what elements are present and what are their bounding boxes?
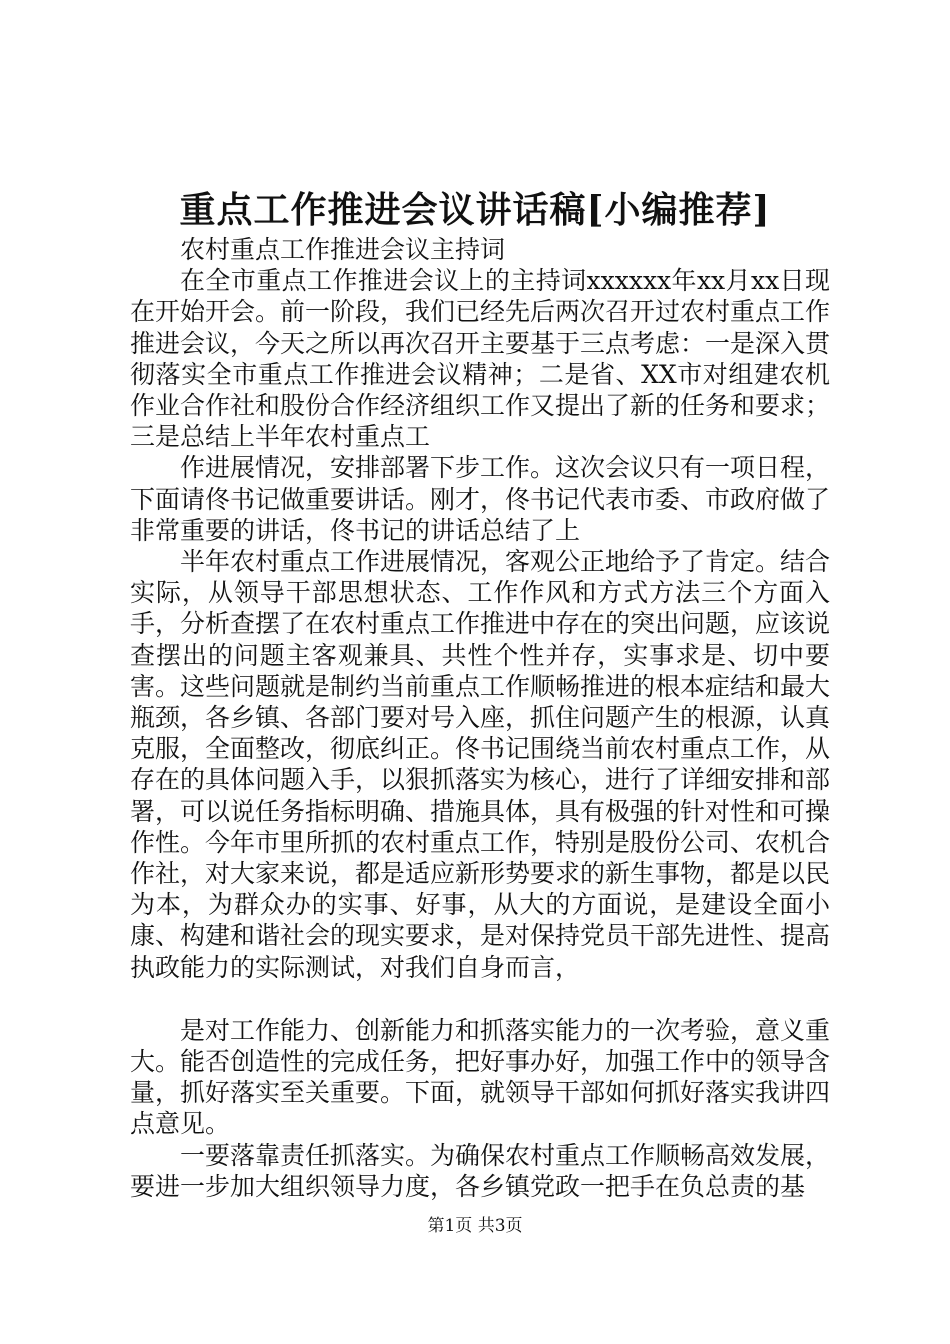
paragraph: 半年农村重点工作进展情况，客观公正地给予了肯定。结合实际，从领导干部思想状态、工作作风和方式方法三个方面入手，分析查摆了在农村重点工作推进中存在的突出问题，应该说查摆出的问题主客观兼具、共性个性并存，实事求是、切中要害。这些问题就是制约当前重点工作顺畅推进的根本症结和最大瓶颈，各乡镇、各部门要对号入座，抓住问题产生的根源，认真克服，全面整改，彻底纠正。佟书记围绕当前农村重点工作，从存在的具体问题入手，以狠抓落实为核心，进行了详细安排和部署，可以说任务指标明确、措施具体，具有极强的针对性和可操作性。今年市里所抓的农村重点工作，特别是股份公司、农机合作社，对大家来说，都是适应新形势要求的新生事物，都是以民为本，为群众办的实事、好事，从大的方面说，是建设全面小康、构建和谐社会的现实要求，是对保持党员干部先进性、提高执政能力的实际测试，对我们自身而言，: [130, 547, 831, 982]
paragraph: 作进展情况，安排部署下步工作。这次会议只有一项日程，下面请佟书记做重要讲话。刚才，佟书记代表市委、市政府做了非常重要的讲话，佟书记的讲话总结了上: [130, 453, 831, 545]
page-number: 第1页 共3页: [427, 1216, 523, 1236]
paragraph: 一要落靠责任抓落实。为确保农村重点工作顺畅高效发展，要进一步加大组织领导力度，各乡镇党政一把手在负总责的基: [130, 1140, 831, 1201]
paragraph-heading: 农村重点工作推进会议主持词: [180, 235, 506, 264]
document-title: 重点工作推进会议讲话稿[小编推荐]: [179, 189, 771, 231]
document-body: [130, 234, 830, 1202]
paragraph: 是对工作能力、创新能力和抓落实能力的一次考验，意义重大。能否创造性的完成任务，把好事办好，加强工作中的领导含量，抓好落实至关重要。下面，就领导干部如何抓好落实我讲四点意见。: [130, 1015, 831, 1139]
paragraph: 在全市重点工作推进会议上的主持词xxxxxx年xx月xx日现在开始开会。前一阶段，我们已经先后两次召开过农村重点工作推进会议，今天之所以再次召开主要基于三点考虑：一是深入贯彻落实全市重点工作推进会议精神；二是省、XX市对组建农机作业合作社和股份合作经济组织工作又提出了新的任务和要求；三是总结上半年农村重点工: [130, 266, 831, 452]
paragraph-gap: [130, 983, 830, 1015]
